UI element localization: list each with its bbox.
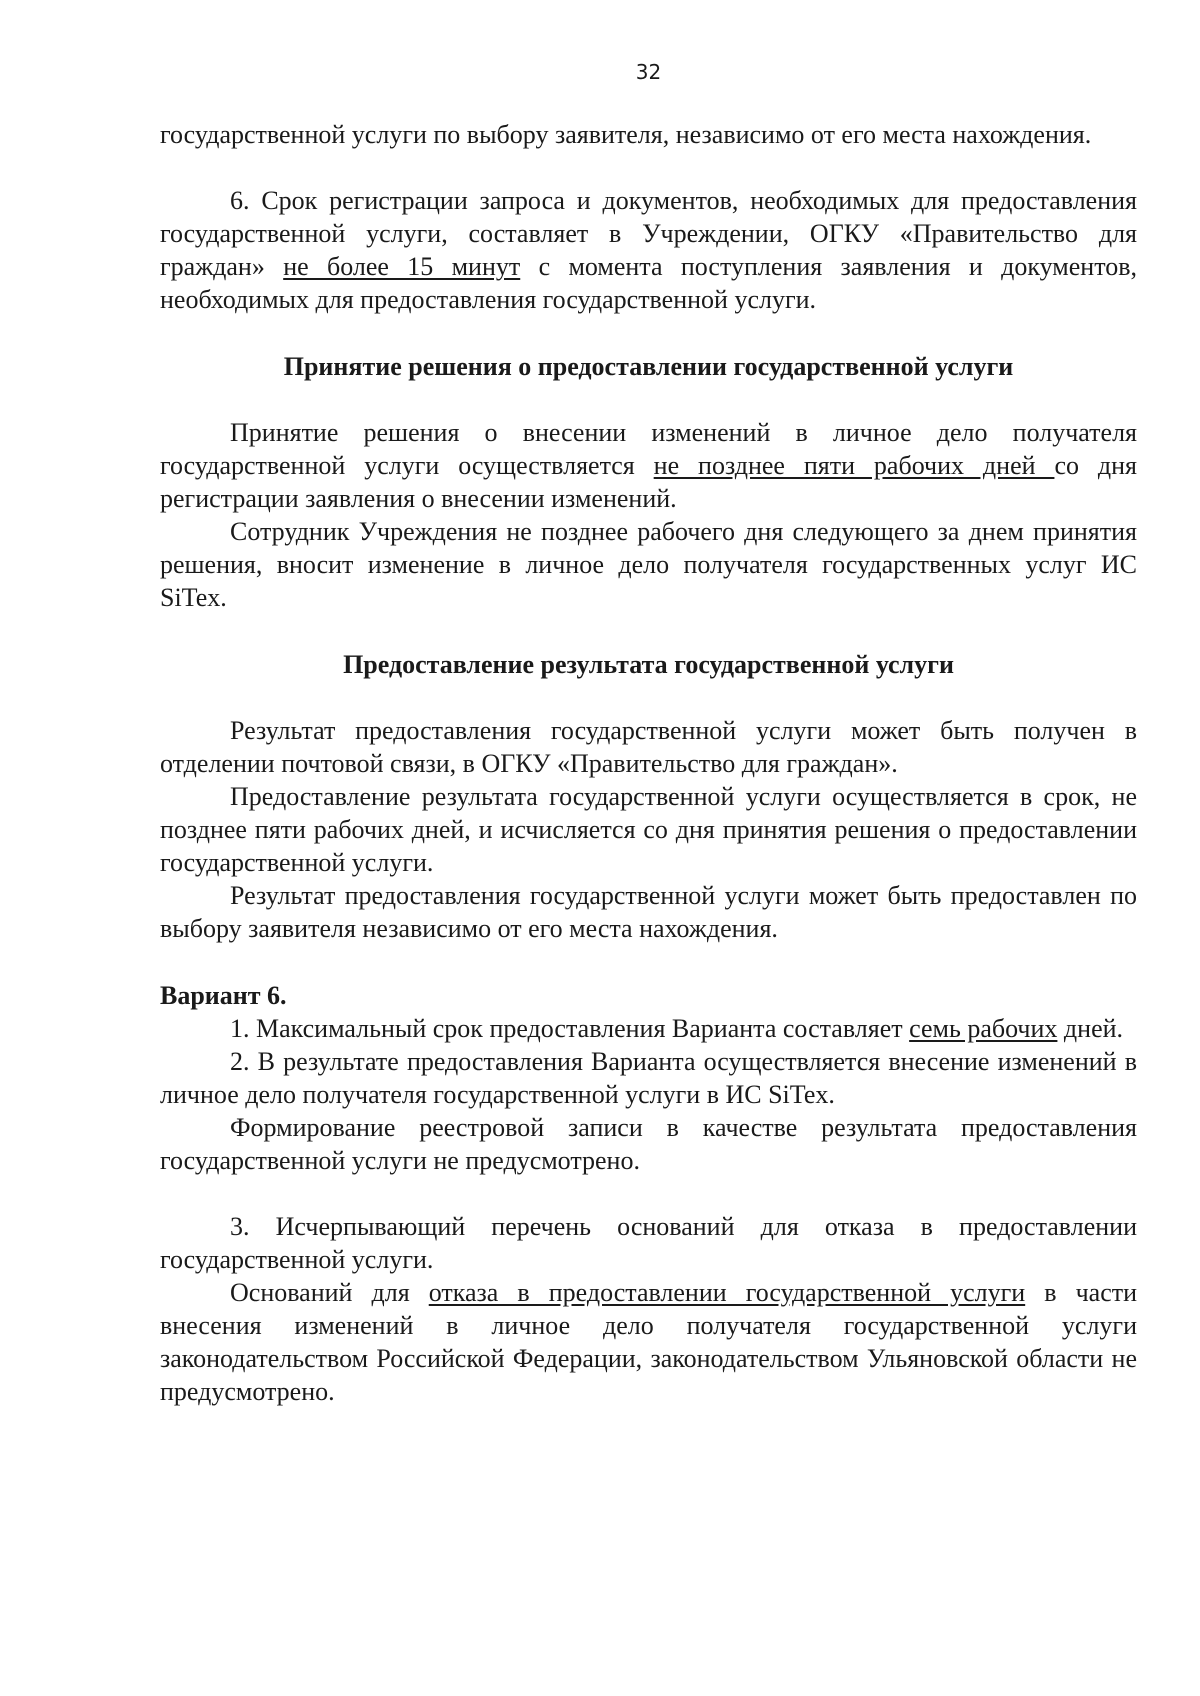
paragraph-decision (160, 416, 1137, 515)
text-segment: Принятие решения о внесении изменений в личное дело получателя государственной услуги осуществляется (160, 418, 1137, 480)
text-segment: в части внесения изменений в личное дело получателя государственной услуги законодательством Российской Федерации, законодательством Ульяновской области не предусмотрено. (160, 1278, 1138, 1406)
paragraph-registry-record: Формирование реестровой записи в качестве результата предоставления государственной услуги не предусмотрено. (160, 1113, 1137, 1175)
text-segment: Оснований для (230, 1278, 429, 1307)
paragraph-refusal-list: 3. Исчерпывающий перечень оснований для отказа в предоставлении государственной услуги. (160, 1212, 1137, 1274)
page-number: 32 (635, 60, 662, 84)
section-heading-result: Предоставление результата государственной услуги (343, 650, 954, 679)
paragraph-refusal-grounds (160, 1276, 1137, 1408)
paragraph-variant-result: 2. В результате предоставления Варианта осуществляется внесение изменений в личное дело получателя государственной услуги в ИС SiTex. (160, 1047, 1137, 1109)
variant-title: Вариант 6. (160, 981, 287, 1010)
underlined-term: отказа в предоставлении государственной услуги (428, 1278, 1026, 1307)
paragraph-registration-term (160, 184, 1137, 316)
underlined-term: семь рабочих (909, 1014, 1058, 1043)
text-segment: с момента поступления заявления и документов, необходимых для предоставления государственной услуги. (160, 252, 1137, 314)
paragraph-variant-term (160, 1012, 1137, 1045)
text-segment: дней. (1057, 1014, 1124, 1043)
section-heading-decision: Принятие решения о предоставлении государственной услуги (283, 352, 1014, 381)
paragraph-continuation: государственной услуги по выбору заявителя, независимо от его места нахождения. (160, 120, 1092, 149)
text-segment: 6. Срок регистрации запроса и документов, необходимых для предоставления государственной услуги, составляет в Учреждении, ОГКУ «Правительство для граждан» (160, 186, 1137, 281)
underlined-term: не позднее пяти рабочих дней (653, 451, 1055, 480)
paragraph-result-term: Предоставление результата государственной услуги осуществляется в срок, не позднее пяти рабочих дней, и исчисляется со дня принятия решения о предоставлении государственной услуги. (160, 782, 1137, 877)
text-segment: со дня регистрации заявления о внесении изменений. (160, 451, 1137, 513)
document-page (160, 60, 1137, 1660)
paragraph-result-receipt: Результат предоставления государственной услуги может быть получен в отделении почтовой связи, в ОГКУ «Правительство для граждан». (160, 716, 1137, 778)
paragraph-result-choice: Результат предоставления государственной услуги может быть предоставлен по выбору заявителя независимо от его места нахождения. (160, 881, 1137, 943)
paragraph-employee: Сотрудник Учреждения не позднее рабочего дня следующего за днем принятия решения, вносит изменение в личное дело получателя государственных услуг ИС SiTex. (160, 517, 1137, 612)
text-segment: 1. Максимальный срок предоставления Варианта составляет (230, 1014, 910, 1043)
underlined-term: не более 15 минут (283, 252, 521, 281)
